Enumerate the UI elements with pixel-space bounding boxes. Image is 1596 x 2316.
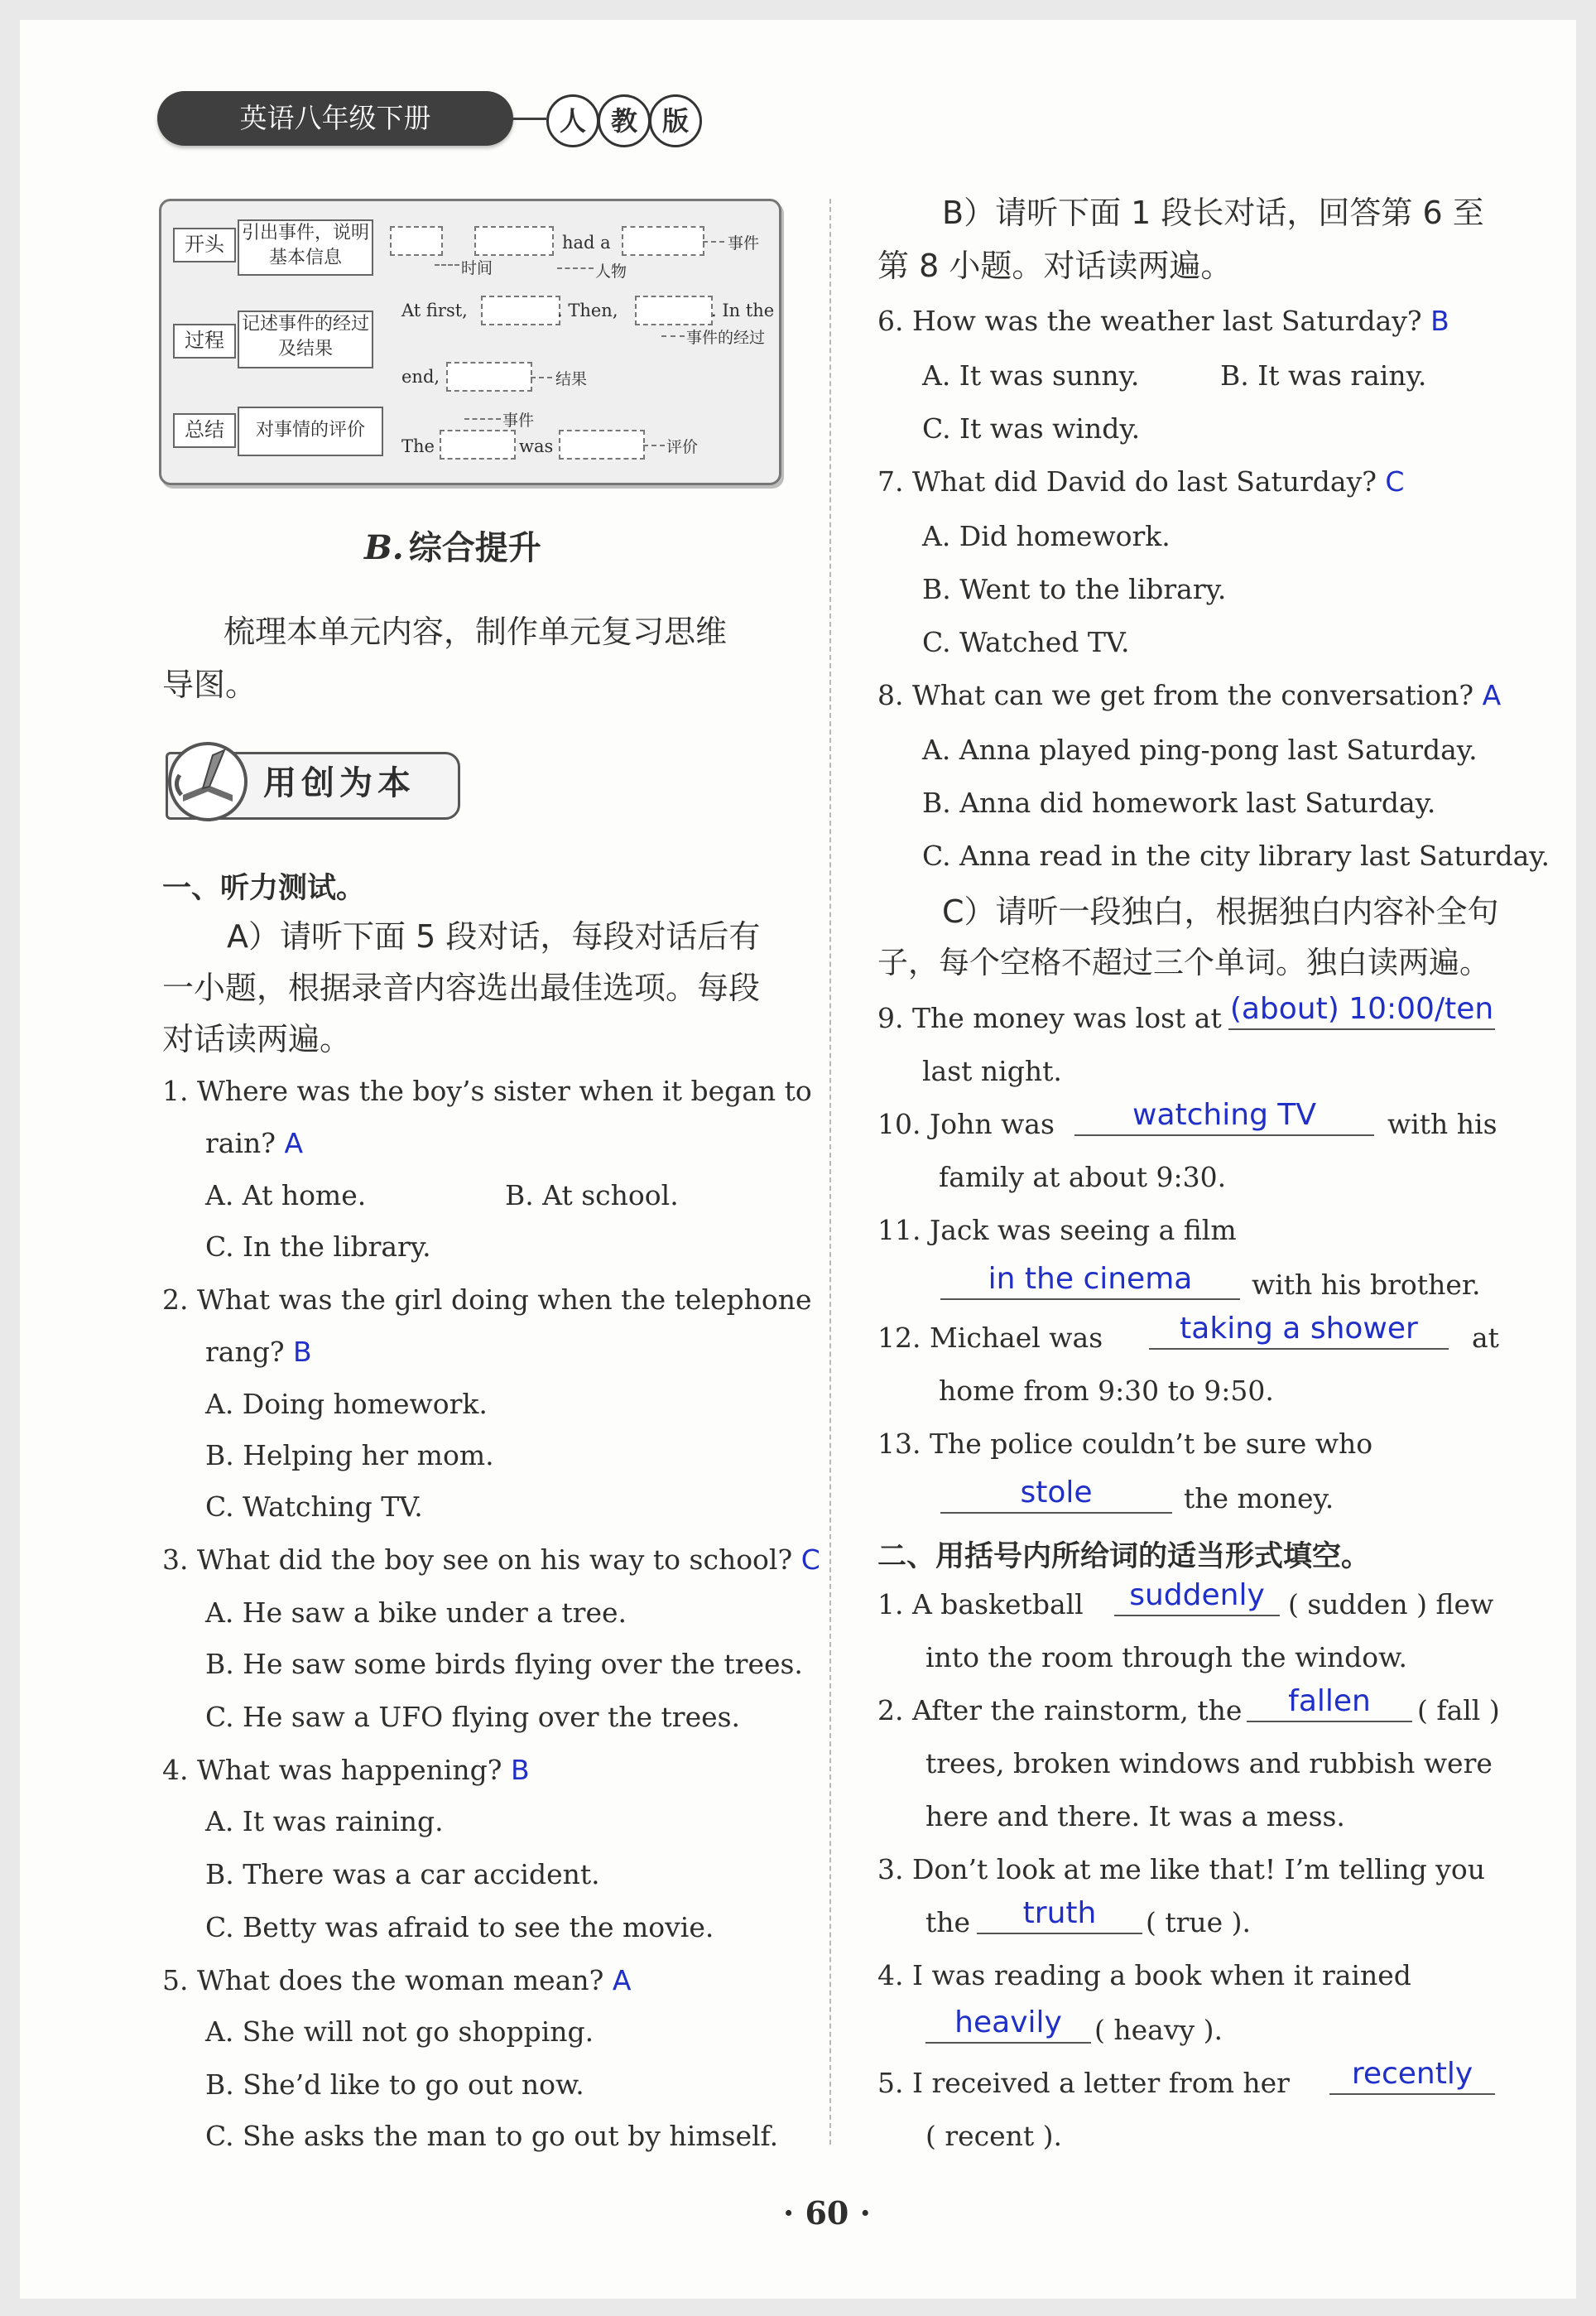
- outline-label-evaluation: 评价: [666, 438, 699, 456]
- outline-label-result: 结果: [555, 370, 588, 388]
- p2-q1-text: 1. A basketball: [877, 1588, 1084, 1620]
- q5-line1: 5. What does the woman mean? A: [162, 1964, 632, 1996]
- q12-line2: home from 9:30 to 9:50.: [939, 1375, 1274, 1407]
- outline-blank: [622, 226, 704, 256]
- q4-answer: B: [511, 1754, 530, 1786]
- q1-answer: A: [284, 1127, 304, 1159]
- q1-line2: rain? A: [205, 1127, 304, 1159]
- outline-arrow: [464, 418, 501, 420]
- q2-line1: 2. What was the girl doing when the telephone: [162, 1283, 812, 1316]
- outline-blank: [390, 226, 443, 256]
- q9-answer: (about) 10:00/ten: [1228, 990, 1495, 1030]
- q1-option-b: B. At school.: [505, 1179, 679, 1211]
- q4-option-c: C. Betty was afraid to see the movie.: [205, 1911, 714, 1943]
- p2-q2-line3: here and there. It was a mess.: [925, 1800, 1345, 1832]
- page-number: · 60 ·: [783, 2194, 871, 2232]
- outline-blank: [440, 430, 516, 460]
- q6-option-b: B. It was rainy.: [1220, 359, 1427, 392]
- q7-option-c: C. Watched TV.: [922, 626, 1130, 658]
- q2-option-b: B. Helping her mom.: [205, 1439, 494, 1471]
- p2-q5-text: 5. I received a letter from her: [877, 2067, 1290, 2099]
- q7-line1: 7. What did David do last Saturday? C: [877, 465, 1405, 498]
- outline-text-had-a: had a: [562, 233, 611, 253]
- part-c-instruction-line1: C）请听一段独白，根据独白内容补全句: [942, 893, 1499, 930]
- pencil-book-icon: [161, 735, 252, 826]
- part-b-instruction-line1: B）请听下面 1 段长对话，回答第 6 至: [942, 195, 1484, 231]
- part-a-instruction-line3: 对话读两遍。: [162, 1021, 352, 1057]
- p2-q3-hint: ( true ).: [1146, 1906, 1252, 1938]
- p2-q4-answer: heavily: [925, 2004, 1091, 2044]
- outline-arrow: [661, 335, 685, 337]
- p2-q1-line2: into the room through the window.: [925, 1641, 1407, 1673]
- outline-text-the: The: [401, 436, 435, 456]
- outline-blank: [446, 362, 532, 392]
- q12-answer: taking a shower: [1149, 1310, 1449, 1350]
- outline-tag-summary: 总结: [173, 413, 236, 448]
- p2-q2-answer: fallen: [1247, 1683, 1412, 1722]
- outline-arrow: [703, 241, 724, 243]
- q12-text: 12. Michael was: [877, 1322, 1103, 1354]
- q11-answer: in the cinema: [940, 1260, 1240, 1300]
- q9-text: 9. The money was lost at: [877, 1002, 1222, 1034]
- part1-heading: 一、听力测试。: [162, 872, 366, 905]
- outline-label-event-2: 事件: [502, 412, 535, 430]
- q1-option-c: C. In the library.: [205, 1230, 431, 1263]
- outline-label-person: 人物: [595, 262, 627, 281]
- q7-answer: C: [1385, 465, 1405, 498]
- q3-option-c: C. He saw a UFO flying over the trees.: [205, 1701, 741, 1733]
- q1-line1: 1. Where was the boy’s sister when it began to: [162, 1075, 812, 1107]
- header-connector: [505, 118, 546, 120]
- outline-text-was: was: [519, 436, 554, 456]
- outline-tag-opening: 开头: [173, 228, 236, 262]
- q13-answer: stole: [940, 1474, 1172, 1514]
- outline-text-in-the: . In the: [711, 301, 775, 320]
- q5-option-c: C. She asks the man to go out by himself.: [205, 2120, 779, 2152]
- p2-q2-hint: ( fall ): [1417, 1694, 1500, 1726]
- q6-line1: 6. How was the weather last Saturday? B: [877, 305, 1449, 337]
- outline-box-summary: 对事情的评价: [238, 407, 383, 456]
- q8-option-b: B. Anna did homework last Saturday.: [922, 787, 1436, 819]
- section-b-title: B. 综合提升: [364, 528, 541, 567]
- q11-text: 11. Jack was seeing a film: [877, 1214, 1237, 1246]
- outline-text-then: . Then,: [557, 301, 618, 320]
- part-a-instruction-line1: A）请听下面 5 段对话，每段对话后有: [227, 918, 761, 955]
- part2-heading: 二、用括号内所给词的适当形式填空。: [877, 1540, 1371, 1573]
- q10-mid: with his: [1387, 1108, 1497, 1140]
- p2-q3-line1: 3. Don’t look at me like that! I’m telling you: [877, 1853, 1486, 1885]
- outline-arrow: [531, 377, 552, 378]
- p2-q1-answer: suddenly: [1114, 1577, 1280, 1616]
- q8-option-a: A. Anna played ping-pong last Saturday.: [922, 734, 1478, 766]
- p2-q2-text: 2. After the rainstorm, the: [877, 1694, 1243, 1726]
- q6-option-a: A. It was sunny.: [922, 359, 1140, 392]
- column-divider: [829, 199, 831, 2145]
- q3-option-b: B. He saw some birds flying over the trees.: [205, 1648, 803, 1680]
- outline-blank: [635, 296, 713, 325]
- p2-q2-line2: trees, broken windows and rubbish were: [925, 1747, 1493, 1779]
- q7-option-a: A. Did homework.: [922, 520, 1171, 552]
- outline-text-at-first: At first,: [401, 301, 468, 320]
- outline-text-end: end,: [401, 367, 440, 387]
- q13-text: 13. The police couldn’t be sure who: [877, 1428, 1373, 1460]
- q9-line2: last night.: [922, 1055, 1062, 1087]
- section-b-text-line1: 梳理本单元内容，制作单元复习思维: [224, 614, 728, 650]
- q7-option-b: B. Went to the library.: [922, 573, 1227, 605]
- q6-option-c: C. It was windy.: [922, 412, 1141, 445]
- outline-arrow: [435, 264, 459, 266]
- q3-option-a: A. He saw a bike under a tree.: [205, 1596, 627, 1629]
- p2-q1-hint: ( sudden ) flew: [1288, 1588, 1494, 1620]
- q12-mid: at: [1472, 1322, 1499, 1354]
- outline-label-event: 事件: [728, 234, 760, 253]
- outline-blank: [559, 430, 645, 460]
- outline-label-time: 时间: [461, 259, 493, 277]
- header-title: 英语八年级下册: [239, 102, 431, 134]
- outline-tag-process: 过程: [173, 324, 236, 359]
- q8-answer: A: [1482, 679, 1502, 711]
- edition-badge-3: 版: [649, 94, 702, 147]
- part-b-instruction-line2: 第 8 小题。对话读两遍。: [877, 248, 1233, 284]
- q8-line1: 8. What can we get from the conversation? A: [877, 679, 1502, 711]
- q4-option-b: B. There was a car accident.: [205, 1858, 600, 1890]
- outline-blank: [481, 296, 560, 325]
- q2-option-a: A. Doing homework.: [205, 1388, 488, 1420]
- q13-line2: the money.: [1184, 1482, 1334, 1514]
- page: [20, 20, 1576, 2299]
- q8-option-c: C. Anna read in the city library last Saturday.: [922, 840, 1550, 872]
- q10-line2: family at about 9:30.: [939, 1161, 1227, 1193]
- q3-answer: C: [800, 1543, 820, 1576]
- edition-badge-1: 人: [546, 94, 599, 147]
- outline-label-process: 事件的经过: [686, 329, 766, 347]
- q5-option-a: A. She will not go shopping.: [205, 2015, 594, 2048]
- p2-q3-pre: the: [925, 1906, 971, 1938]
- outline-blank: [474, 226, 554, 256]
- outline-box-process: 记述事件的经过及结果: [238, 311, 373, 368]
- q11-line2: with his brother.: [1252, 1269, 1481, 1301]
- p2-q4-line1: 4. I was reading a book when it rained: [877, 1959, 1411, 1991]
- banner-label: 用创为本: [263, 764, 416, 802]
- q2-option-c: C. Watching TV.: [205, 1490, 423, 1523]
- outline-arrow: [557, 267, 594, 269]
- q10-text: 10. John was: [877, 1108, 1055, 1140]
- p2-q5-answer: recently: [1329, 2055, 1495, 2095]
- p2-q3-answer: truth: [977, 1895, 1142, 1934]
- edition-badge-2: 教: [598, 94, 651, 147]
- part-c-instruction-line2: 子，每个空格不超过三个单词。独白读两遍。: [877, 945, 1490, 980]
- q5-option-b: B. She’d like to go out now.: [205, 2068, 584, 2101]
- q4-line1: 4. What was happening? B: [162, 1754, 530, 1786]
- q5-answer: A: [612, 1964, 632, 1996]
- q2-line2: rang? B: [205, 1336, 312, 1368]
- p2-q4-hint: ( heavy ).: [1094, 2014, 1223, 2046]
- q6-answer: B: [1430, 305, 1449, 337]
- q4-option-a: A. It was raining.: [205, 1805, 444, 1837]
- q3-line1: 3. What did the boy see on his way to school? C: [162, 1543, 820, 1576]
- writing-outline-diagram: [159, 199, 781, 485]
- q1-option-a: A. At home.: [205, 1179, 367, 1211]
- outline-box-opening: 引出事件，说明基本信息: [238, 219, 373, 276]
- part-a-instruction-line2: 一小题，根据录音内容选出最佳选项。每段: [162, 970, 761, 1006]
- p2-q5-hint: ( recent ).: [925, 2120, 1063, 2152]
- outline-arrow: [643, 445, 665, 446]
- q2-answer: B: [293, 1336, 312, 1368]
- section-b-text-line2: 导图。: [162, 667, 257, 703]
- q10-answer: watching TV: [1074, 1096, 1374, 1136]
